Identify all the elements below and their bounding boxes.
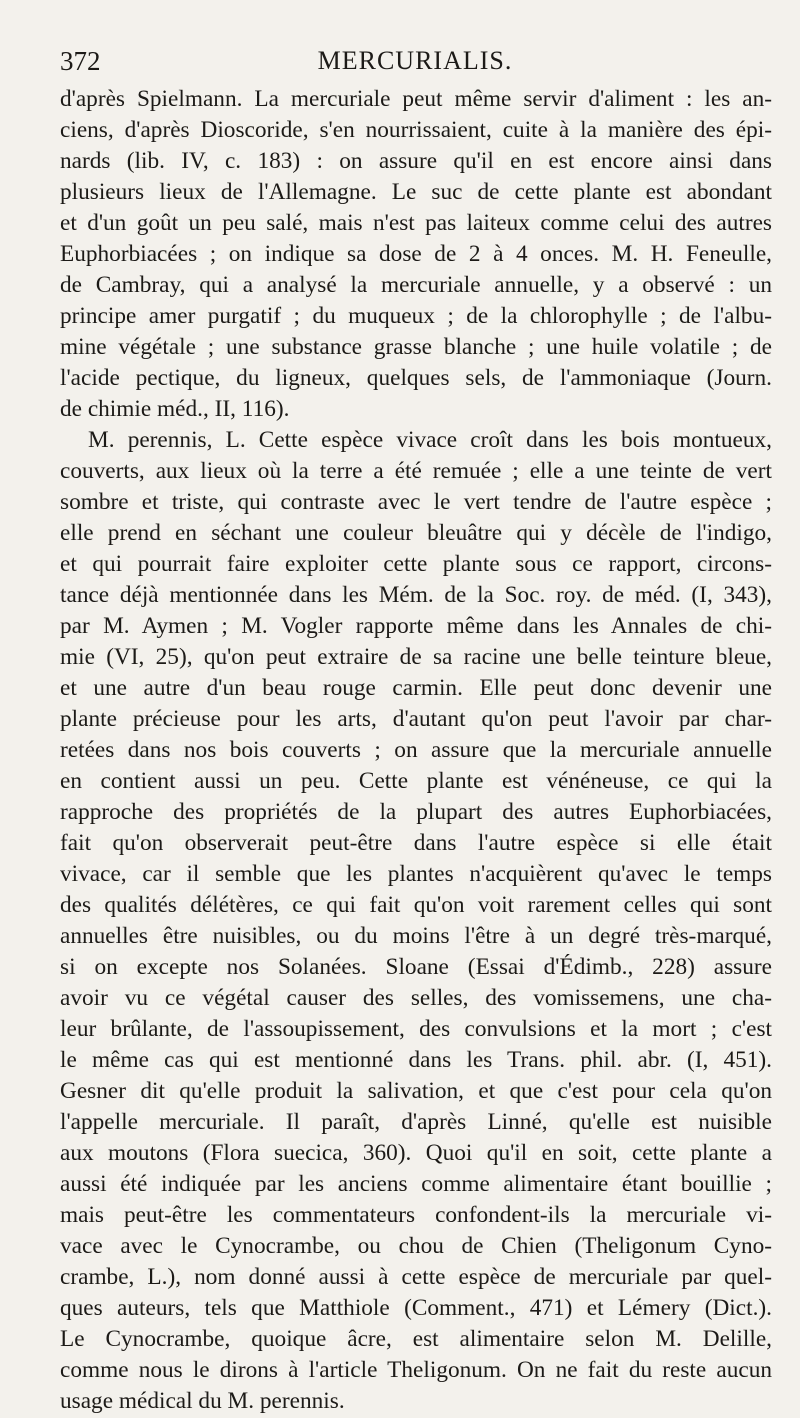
text-line: l'appelle mercuriale. Il paraît, d'après Linné, qu'elle est nuisible xyxy=(60,1109,772,1135)
text-line: principe amer purgatif ; du muqueux ; de la chlorophylle ; de l'albu- xyxy=(60,303,772,329)
text-line: comme nous le dirons à l'article Theligonum. On ne fait du reste aucun xyxy=(60,1357,772,1383)
text-line: retées dans nos bois couverts ; on assure que la mercuriale annuelle xyxy=(60,737,772,763)
text-line: plante précieuse pour les arts, d'autant qu'on peut l'avoir par char- xyxy=(60,706,772,732)
text-line: de chimie méd., II, 116). xyxy=(60,396,290,422)
text-line: de Cambray, qui a analysé la mercuriale annuelle, y a observé : un xyxy=(60,272,772,298)
text-line: par M. Aymen ; M. Vogler rapporte même dans les Annales de chi- xyxy=(60,613,772,639)
text-line: et d'un goût un peu salé, mais n'est pas laiteux comme celui des autres xyxy=(60,210,772,236)
text-line: ciens, d'après Dioscoride, s'en nourrissaient, cuite à la manière des épi- xyxy=(60,117,772,143)
text-line: plusieurs lieux de l'Allemagne. Le suc de cette plante est abondant xyxy=(60,179,772,205)
text-line: annuelles être nuisibles, ou du moins l'être à un degré très-marqué, xyxy=(60,923,772,949)
text-line: le même cas qui est mentionné dans les Trans. phil. abr. (I, 451). xyxy=(60,1047,772,1073)
text-line: et une autre d'un beau rouge carmin. Elle peut donc devenir une xyxy=(60,675,772,701)
text-line: couverts, aux lieux où la terre a été remuée ; elle a une teinte de vert xyxy=(60,458,772,484)
text-line: Gesner dit qu'elle produit la salivation, et que c'est pour cela qu'on xyxy=(60,1078,772,1104)
text-line: Le Cynocrambe, quoique âcre, est alimentaire selon M. Delille, xyxy=(60,1326,772,1352)
page-header xyxy=(60,46,770,86)
text-line: tance déjà mentionnée dans les Mém. de la Soc. roy. de méd. (I, 343), xyxy=(60,582,772,608)
text-line: mie (VI, 25), qu'on peut extraire de sa racine une belle teinture bleue, xyxy=(60,644,772,670)
text-line: crambe, L.), nom donné aussi à cette espèce de mercuriale par quel- xyxy=(60,1264,772,1290)
running-title: MERCURIALIS. xyxy=(317,46,513,75)
text-line: des qualités délétères, ce qui fait qu'on voit rarement celles qui sont xyxy=(60,892,772,918)
text-line: rapproche des propriétés de la plupart des autres Euphorbiacées, xyxy=(60,799,772,825)
text-line: elle prend en séchant une couleur bleuâtre qui y décèle de l'indigo, xyxy=(60,520,772,546)
text-line: avoir vu ce végétal causer des selles, des vomissemens, une cha- xyxy=(60,985,772,1011)
text-line: usage médical du M. perennis. xyxy=(60,1388,345,1414)
text-line: en contient aussi un peu. Cette plante est vénéneuse, ce qui la xyxy=(60,768,772,794)
text-line: Euphorbiacées ; on indique sa dose de 2 à 4 onces. M. H. Feneulle, xyxy=(60,241,772,267)
text-line: aussi été indiquée par les anciens comme alimentaire étant bouillie ; xyxy=(60,1171,772,1197)
text-line: fait qu'on observerait peut-être dans l'autre espèce si elle était xyxy=(60,830,772,856)
text-line: vace avec le Cynocrambe, ou chou de Chien (Theligonum Cyno- xyxy=(60,1233,772,1259)
text-line: sombre et triste, qui contraste avec le vert tendre de l'autre espèce ; xyxy=(60,489,772,515)
text-line: mine végétale ; une substance grasse blanche ; une huile volatile ; de xyxy=(60,334,772,360)
text-line: leur brûlante, de l'assoupissement, des convulsions et la mort ; c'est xyxy=(60,1016,772,1042)
text-line: vivace, car il semble que les plantes n'acquièrent qu'avec le temps xyxy=(60,861,772,887)
text-line: et qui pourrait faire exploiter cette plante sous ce rapport, circons- xyxy=(60,551,772,577)
text-line: d'après Spielmann. La mercuriale peut même servir d'aliment : les an- xyxy=(60,86,772,112)
text-line: ques auteurs, tels que Matthiole (Comment., 471) et Lémery (Dict.). xyxy=(60,1295,772,1321)
text-line: aux moutons (Flora suecica, 360). Quoi qu'il en soit, cette plante a xyxy=(60,1140,772,1166)
page-number: 372 xyxy=(60,46,101,76)
text-line: mais peut-être les commentateurs confondent-ils la mercuriale vi- xyxy=(60,1202,772,1228)
text-line: l'acide pectique, du ligneux, quelques sels, de l'ammoniaque (Journ. xyxy=(60,365,772,391)
text-line: M. perennis, L. Cette espèce vivace croît dans les bois montueux, xyxy=(88,427,772,453)
text-line: nards (lib. IV, c. 183) : on assure qu'il en est encore ainsi dans xyxy=(60,148,772,174)
text-line: si on excepte nos Solanées. Sloane (Essai d'Édimb., 228) assure xyxy=(60,954,772,980)
